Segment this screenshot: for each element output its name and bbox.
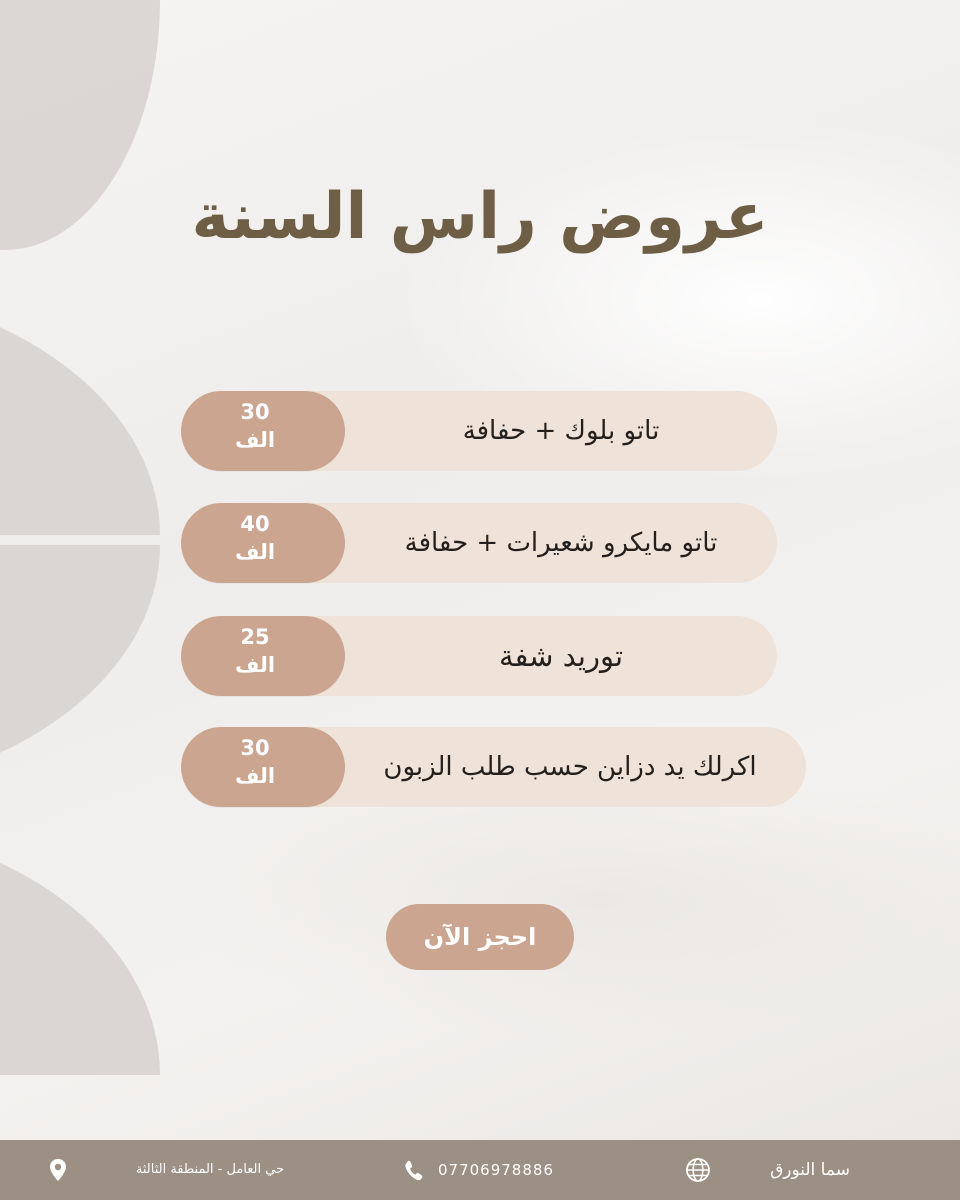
offer-name: اكرلك يد دزاين حسب طلب الزبون [383, 752, 757, 782]
price-badge [181, 391, 345, 471]
phone-icon[interactable] [404, 1159, 424, 1181]
footer-bar [0, 1140, 960, 1200]
phone-number[interactable]: 07706978886 [438, 1161, 554, 1179]
location-pin-icon[interactable] [48, 1158, 68, 1182]
price-unit: الف [234, 653, 276, 677]
price-badge [181, 727, 345, 807]
decorative-leaf-bottom [0, 825, 160, 1075]
offer-name: تاتو بلوك + حفافة [462, 416, 660, 446]
offer-name: تاتو مايكرو شعيرات + حفافة [404, 528, 718, 558]
decorative-leaf-lower [0, 545, 160, 795]
price-unit: الف [234, 428, 276, 452]
price-badge [181, 616, 345, 696]
price-unit: الف [234, 764, 276, 788]
address-text: حي العامل - المنطقة الثالثة [135, 1162, 285, 1177]
globe-icon[interactable] [685, 1157, 711, 1183]
brand-name[interactable]: سما النورق [770, 1160, 850, 1180]
offer-name: توريد شفة [498, 639, 624, 673]
price-value: 30 [240, 400, 270, 424]
price-value: 40 [240, 512, 270, 536]
price-badge [181, 503, 345, 583]
decorative-leaf-upper [0, 285, 160, 535]
price-value: 30 [240, 736, 270, 760]
price-value: 25 [240, 625, 270, 649]
price-unit: الف [234, 540, 276, 564]
book-now-button[interactable]: احجز الآن [386, 904, 574, 970]
page-title: عروض راس السنة [191, 180, 769, 254]
